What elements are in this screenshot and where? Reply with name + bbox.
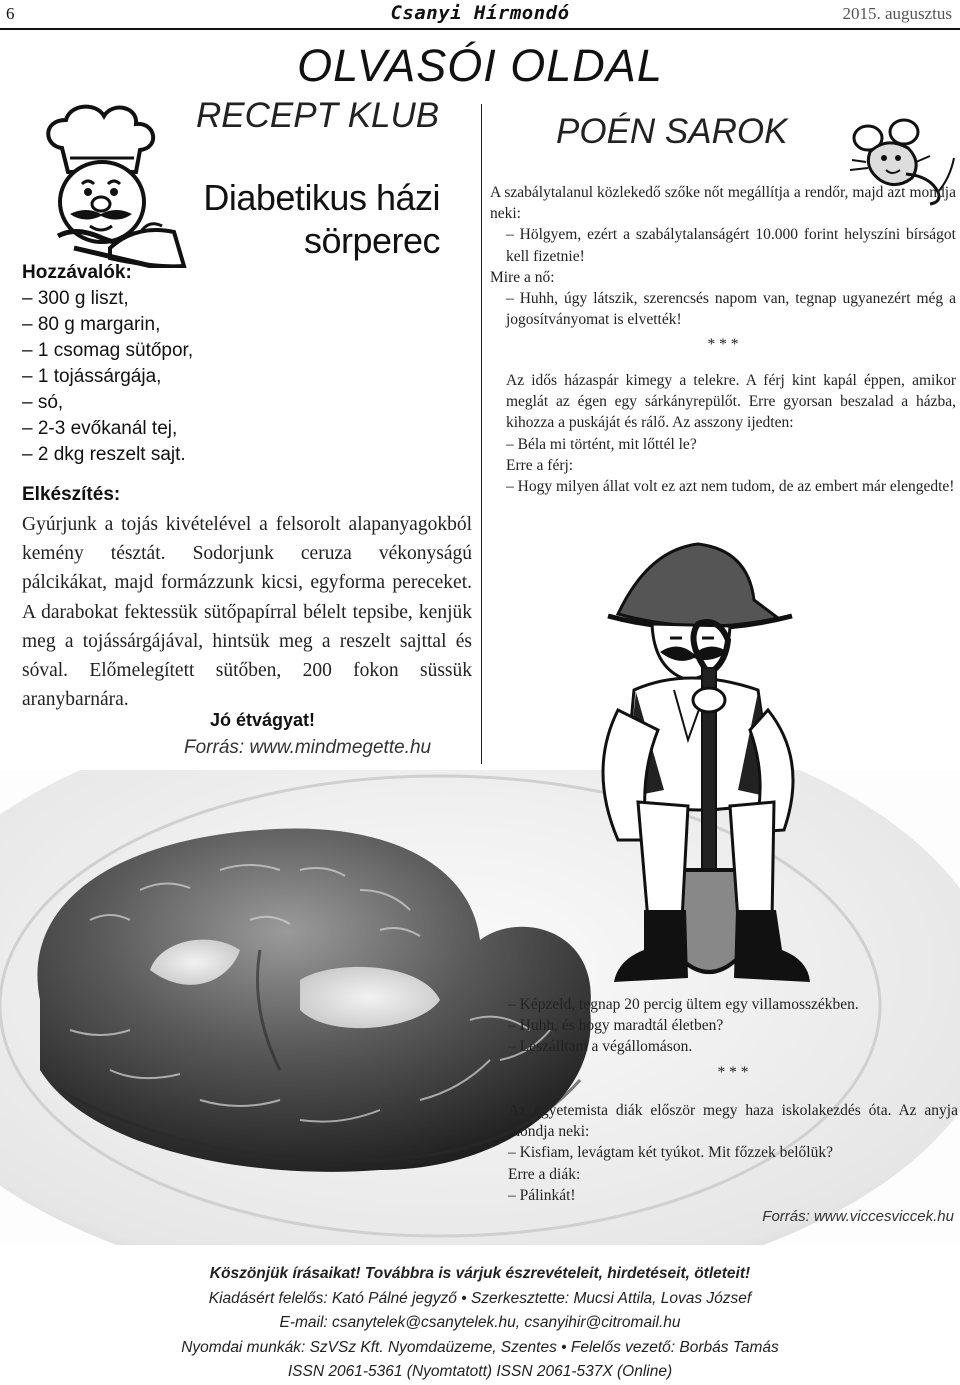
- joke-line: – Béla mi történt, mit lőttél le?: [506, 435, 697, 453]
- newspaper-title: Csanyi Hírmondó: [390, 2, 570, 24]
- list-item: – 1 tojássárgája,: [22, 366, 162, 387]
- joke-line: – Leszálltam a végállomáson.: [508, 1038, 693, 1056]
- joke-line: – Huhh, úgy látszik, szerencsés napom van, tegnap ugyanezért még a jogosítványomat is elvették!: [506, 290, 956, 329]
- list-item: – 2-3 evőkanál tej,: [22, 418, 178, 439]
- column-divider: [481, 104, 482, 764]
- footer-thanks: Köszönjük írásaikat! Továbbra is várjuk észrevételeit, hirdetéseit, ötleteit!: [209, 1265, 751, 1282]
- footer-issn: ISSN 2061-5361 (Nyomtatott) ISSN 2061-537X (Online): [287, 1363, 673, 1380]
- list-item: – 2 dkg reszelt sajt.: [22, 444, 186, 465]
- joke-line: – Hölgyem, ezért a szabálytalanságért 10.000 forint helyszíni bírságot kell fizetnie!: [506, 226, 956, 265]
- recipe-title-line2: sörperec: [303, 220, 440, 261]
- list-item: – só,: [22, 392, 64, 413]
- joke-line: – Pálinkát!: [508, 1186, 576, 1204]
- joke-separator: * * *: [717, 1063, 749, 1081]
- farmer-with-shovel-illustration: [578, 540, 836, 990]
- joke-1: [490, 182, 956, 356]
- recipe-title-line1: Diabetikus házi: [203, 177, 440, 218]
- list-item: – 1 csomag sütőpor,: [22, 340, 194, 361]
- recipe-title: [180, 176, 440, 262]
- joke-line: – Kisfiam, levágtam két tyúkot. Mit főzzek belőlük?: [508, 1144, 833, 1162]
- joke-line: Az idős házaspár kimegy a telekre. A férj kint kapál éppen, amikor meglát az égen egy sárkányrepülőt. Erre gyorsan beszalad a házba, kihozza a puskáját és rálő. Az asszony ijedten:: [506, 372, 956, 432]
- preparation-text: Gyúrjunk a tojás kivételével a felsorolt alapanyagokból kemény tésztát. Sodorjunk ceruza vékonyságú pálcikákat, majd formázzunk kicsi, egyforma pereceket. A darabokat fektessük sütőpapírral bélelt tepsibe, kenjük meg a tojássárgájával, hintsük meg a reszelt sajttal és sóval. Előmelegített sütőben, 200 fokon süssük aranybarnára.: [22, 514, 472, 711]
- jokes-source: Forrás: www.viccesviccek.hu: [762, 1208, 954, 1225]
- ingredients-heading: Hozzávalók:: [22, 262, 132, 283]
- header-rule: [0, 28, 960, 30]
- footer: [0, 1262, 960, 1385]
- joke-line: Mire a nő:: [490, 268, 555, 286]
- page-number: 6: [6, 4, 15, 23]
- closing-wish: Jó étvágyat!: [210, 710, 316, 730]
- joke-4: [508, 1100, 958, 1206]
- joke-line: – Képzeld, tegnap 20 percig ültem egy villamosszékben.: [508, 996, 859, 1013]
- joke-line: – Huhh, és hogy maradtál életben?: [508, 1017, 724, 1035]
- issue-date: 2015. augusztus: [842, 4, 952, 23]
- footer-email: E-mail: csanytelek@csanytelek.hu, csanyihir@citromail.hu: [279, 1314, 681, 1331]
- footer-printer: Nyomdai munkák: SzVSz Kft. Nyomdaüzeme, Szentes • Felelős vezető: Borbás Tamás: [181, 1338, 779, 1356]
- joke-2: [490, 370, 956, 497]
- preparation-heading: Elkészítés:: [22, 484, 121, 505]
- joke-line: Az egyetemista diák először megy haza iskolakezdés óta. Az anyja mondja neki:: [508, 1102, 958, 1141]
- list-item: – 80 g margarin,: [22, 314, 161, 335]
- recipe-club-heading: RECEPT KLUB: [196, 96, 440, 135]
- joke-line: A szabálytalanul közlekedő szőke nőt megállítja a rendőr, majd azt mondja neki:: [490, 184, 956, 223]
- list-item: – 300 g liszt,: [22, 288, 129, 309]
- chef-illustration: [14, 98, 192, 268]
- joke-line: Erre a diák:: [508, 1165, 581, 1183]
- recipe-source: Forrás: www.mindmegette.hu: [184, 737, 432, 758]
- ingredients-list: [22, 286, 193, 468]
- jokes-heading: POÉN SAROK: [556, 112, 788, 151]
- joke-line: – Hogy milyen állat volt ez azt nem tudom, de az embert már elengedte!: [506, 478, 955, 496]
- joke-3: [508, 994, 958, 1083]
- section-title: OLVASÓI OLDAL: [297, 40, 663, 91]
- joke-separator: * * *: [707, 336, 739, 354]
- joke-line: Erre a férj:: [506, 456, 574, 474]
- footer-publisher: Kiadásért felelős: Kató Pálné jegyző • Szerkesztette: Mucsi Attila, Lovas József: [208, 1289, 752, 1307]
